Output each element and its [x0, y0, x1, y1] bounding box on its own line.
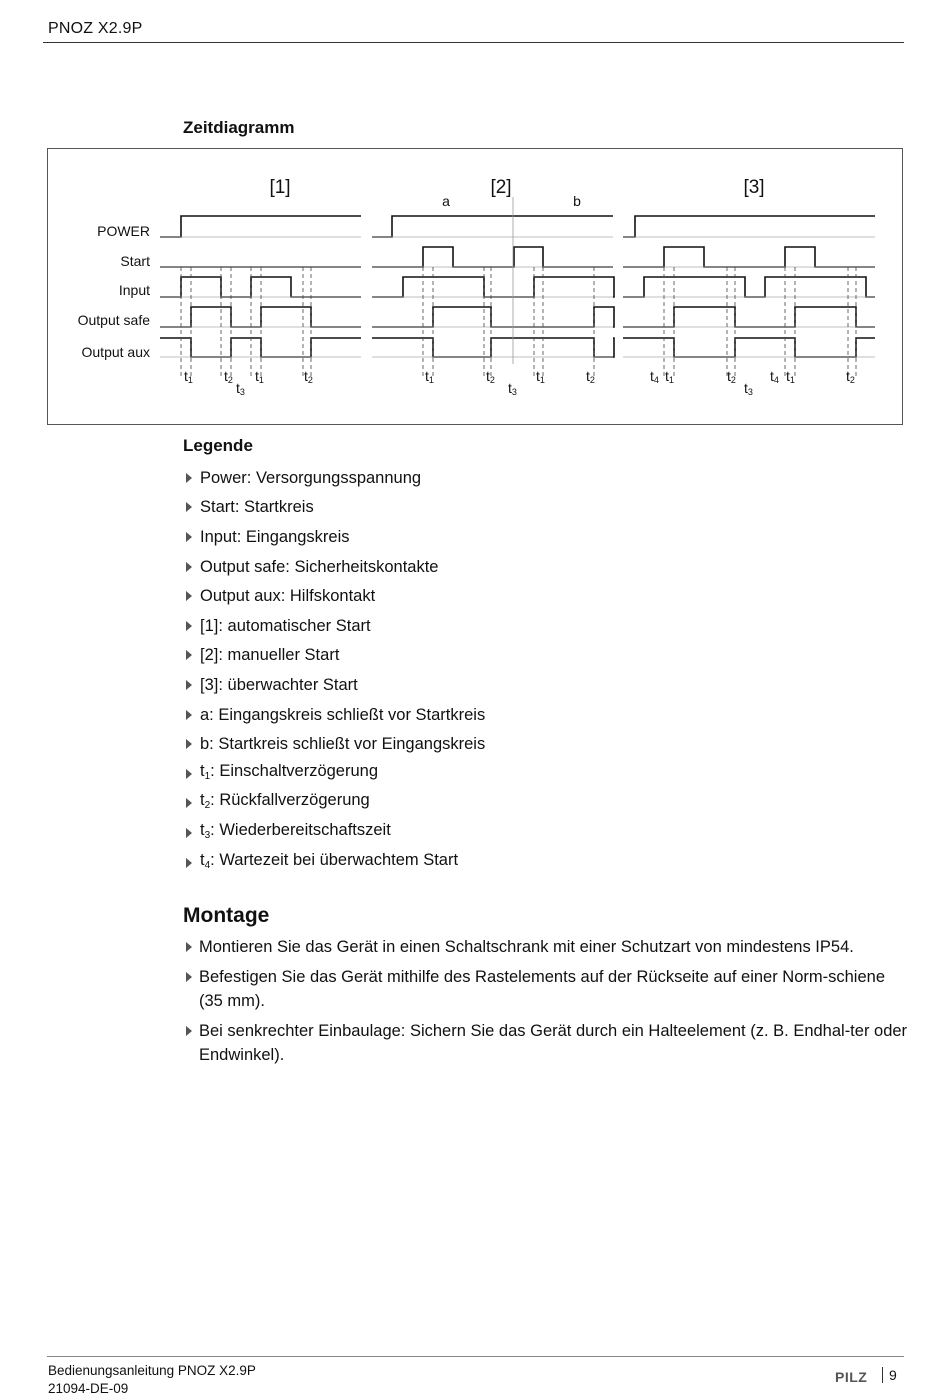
time-label: t2 [224, 368, 233, 385]
montage-item-text: Befestigen Sie das Gerät mithilfe des Rastelements auf der Rückseite auf einer Norm-schiene (35 mm). [199, 967, 885, 1010]
montage-item-text: Bei senkrechter Einbaulage: Sichern Sie das Gerät durch ein Halteelement (z. B. Endhal-ter oder Endwinkel). [199, 1021, 908, 1064]
montage-item-text: Montieren Sie das Gerät in einen Schaltschrank mit einer Schutzart von mindestens IP54. [199, 938, 854, 956]
signal-label: Output safe [77, 312, 150, 328]
waveform-line [623, 216, 875, 237]
legend-item [183, 522, 485, 552]
waveform-line [160, 307, 361, 327]
footer-doc-number: 21094-DE-09 [48, 1381, 129, 1396]
legend-item [183, 818, 485, 848]
waveform-line [623, 307, 875, 327]
waveform-line [160, 216, 361, 237]
legend-item [183, 670, 485, 700]
legend-item [183, 700, 485, 730]
legend-item-text: $t_4$: Wartezeit bei überwachtem Start [200, 850, 459, 871]
footer-rule [47, 1356, 904, 1357]
bullet-arrow-icon [186, 532, 192, 542]
bullet-arrow-icon [186, 739, 192, 749]
bullet-arrow-icon [186, 798, 192, 808]
time-label: t1 [536, 368, 545, 385]
waveform-line [623, 247, 875, 267]
time-label: t1 [184, 368, 193, 385]
waveform-line [372, 216, 613, 237]
legend-item-text: Output safe: Sicherheitskontakte [200, 557, 439, 576]
pilz-logo: PILZ [835, 1369, 868, 1385]
time-label: t3 [744, 380, 753, 397]
bullet-arrow-icon [186, 680, 192, 690]
legend-title: Legende [183, 436, 253, 455]
legend-item [183, 848, 485, 878]
legend-item [183, 641, 485, 671]
bullet-arrow-icon [186, 858, 192, 868]
bullet-arrow-icon [186, 473, 192, 483]
bullet-arrow-icon [186, 1026, 192, 1036]
legend-item [183, 581, 485, 611]
signal-label: Start [120, 253, 150, 269]
montage-item [183, 935, 908, 960]
timing-diagram [47, 148, 903, 425]
legend-item [183, 493, 485, 523]
time-label: t2 [586, 368, 595, 385]
montage-list [183, 935, 908, 1073]
time-label: t4 [770, 368, 779, 385]
footer-separator [882, 1367, 883, 1383]
bullet-arrow-icon [186, 591, 192, 601]
legend-item [183, 552, 485, 582]
signal-label: Output aux [81, 344, 150, 360]
bullet-arrow-icon [186, 502, 192, 512]
bullet-arrow-icon [186, 942, 192, 952]
legend-item-text: $t_1$: Einschaltverzögerung [200, 761, 379, 782]
time-label: t2 [727, 368, 736, 385]
legend-item-text: a: Eingangskreis schließt vor Startkreis [200, 705, 486, 724]
legend-item [183, 611, 485, 641]
time-label: t2 [304, 368, 313, 385]
legend-item-text: b: Startkreis schließt vor Eingangskreis [200, 735, 486, 754]
marker-a: a [442, 193, 450, 209]
waveform-line [372, 277, 614, 297]
legend-item-text: $t_3$: Wiederbereitschaftszeit [200, 820, 391, 841]
page-number: 9 [889, 1367, 897, 1383]
marker-b: b [573, 193, 581, 209]
bullet-arrow-icon [186, 621, 192, 631]
legend-item-text: Output aux: Hilfskontakt [200, 587, 376, 606]
time-label: t2 [846, 368, 855, 385]
footer-doc-info [48, 1362, 256, 1398]
legend-list [183, 463, 485, 877]
time-label: t4 [650, 368, 659, 385]
bullet-arrow-icon [186, 650, 192, 660]
legend-item-text: [1]: automatischer Start [200, 616, 371, 635]
panel-label: [3] [743, 177, 765, 198]
header-title: PNOZ X2.9P [48, 20, 143, 37]
bullet-arrow-icon [186, 562, 192, 572]
montage-item [183, 1019, 908, 1068]
legend-item-text: Start: Startkreis [200, 498, 314, 517]
time-label: t1 [255, 368, 264, 385]
montage-item [183, 965, 908, 1014]
signal-label: POWER [97, 223, 150, 239]
bullet-arrow-icon [186, 828, 192, 838]
legend-item-text: [3]: überwachter Start [200, 675, 358, 694]
legend-item [183, 759, 485, 789]
montage-title: Montage [183, 904, 270, 927]
legend-item-text: Input: Eingangskreis [200, 527, 350, 546]
legend-item-text: $t_2$: Rückfallverzögerung [200, 791, 370, 812]
waveform-line [160, 277, 361, 297]
time-label: t1 [786, 368, 795, 385]
header-rule [43, 42, 904, 43]
legend-item [183, 463, 485, 493]
waveform-line [372, 307, 614, 327]
time-label: t3 [508, 380, 517, 397]
bullet-arrow-icon [186, 710, 192, 720]
waveform-line [623, 277, 875, 297]
panel-label: [1] [269, 177, 291, 198]
waveform-line [160, 338, 361, 357]
legend-item [183, 789, 485, 819]
time-label: t1 [665, 368, 674, 385]
panel-label: [2] [490, 177, 512, 198]
time-label: t2 [486, 368, 495, 385]
waveform-line [372, 338, 614, 357]
signal-label: Input [118, 282, 150, 298]
waveform-line [623, 338, 875, 357]
bullet-arrow-icon [186, 769, 192, 779]
section-title: Zeitdiagramm [183, 118, 295, 137]
legend-item-text: Power: Versorgungsspannung [200, 468, 422, 487]
bullet-arrow-icon [186, 972, 192, 982]
footer-doc-title: Bedienungsanleitung PNOZ X2.9P [48, 1363, 256, 1378]
legend-item-text: [2]: manueller Start [200, 646, 340, 665]
time-label: t1 [425, 368, 434, 385]
time-label: t3 [236, 380, 245, 397]
waveform-line [372, 247, 613, 267]
legend-item [183, 729, 485, 759]
timing-diagram-svg [48, 149, 904, 426]
